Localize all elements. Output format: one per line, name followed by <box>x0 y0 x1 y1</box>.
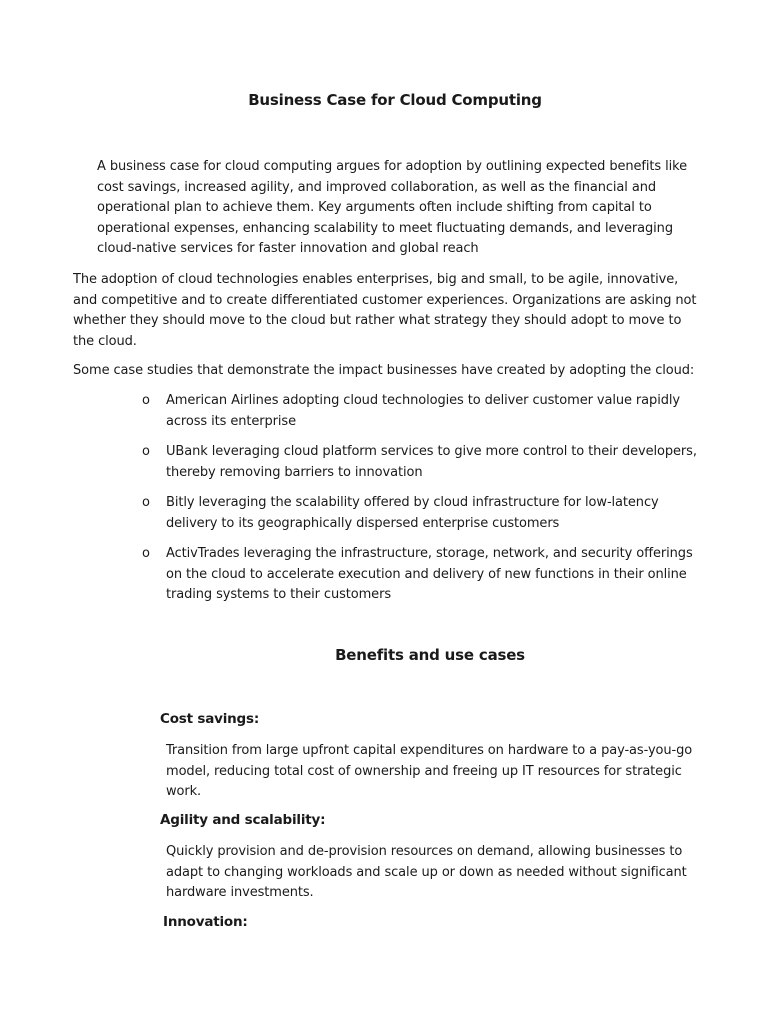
case-studies-intro: Some case studies that demonstrate the impact businesses have created by adopting the cloud: <box>73 363 695 378</box>
adoption-paragraph: The adoption of cloud technologies enables enterprises, big and small, to be agile, innovative, and competitive and to create differentiated customer experiences. Organizations are asking not whether they should move to the cloud but rather what strategy they should adopt to move to the cloud. <box>73 272 697 349</box>
case-study-text: American Airlines adopting cloud technologies to deliver customer value rapidly across its enterprise <box>166 393 680 429</box>
list-item <box>142 391 702 432</box>
cost-savings-text: Transition from large upfront capital expenditures on hardware to a pay-as-you-go model, reducing total cost of ownership and freeing up IT resources for strategic work. <box>166 743 693 799</box>
bullet-marker: o <box>142 546 150 561</box>
agility-scalability-heading: Agility and scalability: <box>160 812 326 828</box>
intro-paragraph: A business case for cloud computing argues for adoption by outlining expected benefits like cost savings, increased agility, and improved collaboration, as well as the financial and operational plan to achieve them. Key arguments often include shifting from capital to operational expenses, enhancing scalability to meet fluctuating demands, and leveraging cloud-native services for faster innovation and global reach <box>97 159 687 256</box>
bullet-marker: o <box>142 393 150 408</box>
bullet-marker: o <box>142 444 150 459</box>
bullet-marker: o <box>142 495 150 510</box>
case-study-text: UBank leveraging cloud platform services to give more control to their developers, thereby removing barriers to innovation <box>166 444 697 480</box>
list-item <box>142 442 702 483</box>
case-studies-list <box>142 391 702 616</box>
case-study-text: ActivTrades leveraging the infrastructure, storage, network, and security offerings on the cloud to accelerate execution and delivery of new functions in their online trading systems to their customers <box>166 546 693 602</box>
case-study-text: Bitly leveraging the scalability offered by cloud infrastructure for low-latency delivery to its geographically dispersed enterprise customers <box>166 495 659 531</box>
agility-scalability-text: Quickly provision and de-provision resources on demand, allowing businesses to adapt to changing workloads and scale up or down as needed without significant hardware investments. <box>166 844 687 900</box>
benefits-heading: Benefits and use cases <box>335 646 525 664</box>
list-item <box>142 493 702 534</box>
innovation-heading: Innovation: <box>163 914 248 930</box>
cost-savings-heading: Cost savings: <box>160 711 260 727</box>
list-item <box>142 544 702 606</box>
document-title: Business Case for Cloud Computing <box>248 91 542 109</box>
